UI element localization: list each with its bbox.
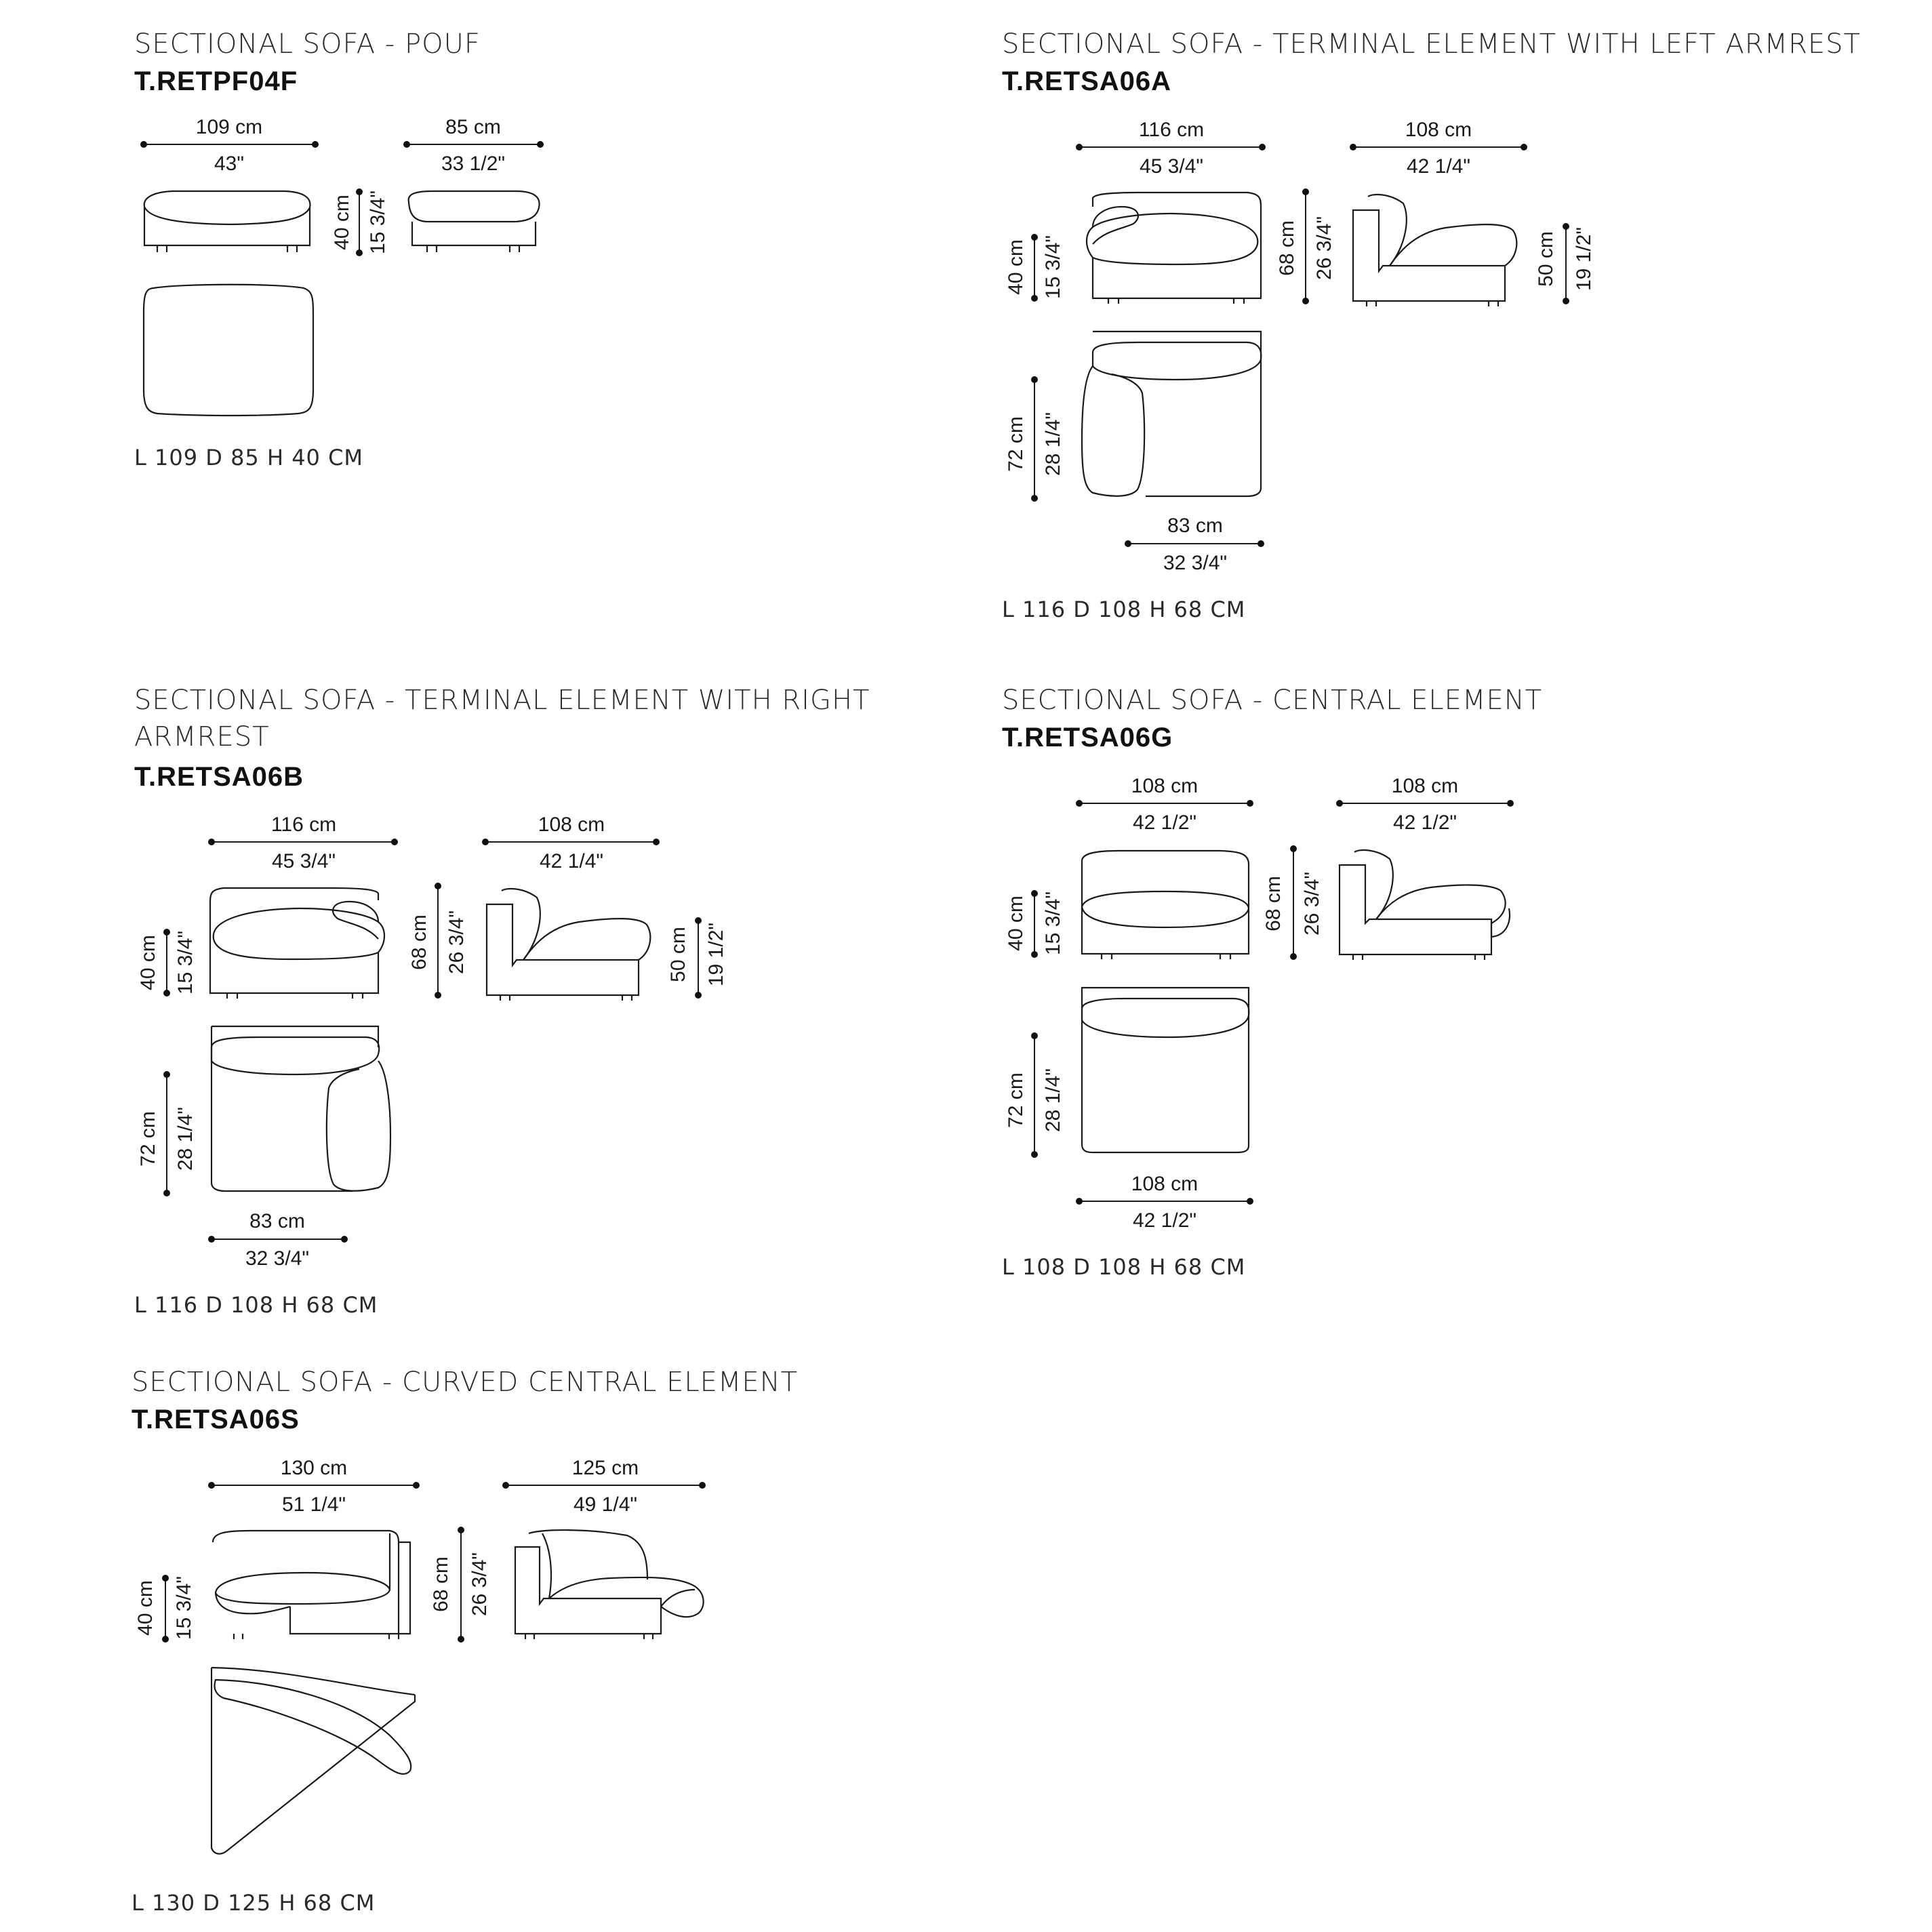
svg-text:40 cm: 40 cm [1005,895,1027,951]
pouf-front-width-dimension [140,116,319,175]
svg-text:42 1/2": 42 1/2" [1392,811,1457,834]
svg-text:68 cm: 68 cm [408,914,430,970]
right-armrest-title-line1: SECTIONAL SOFA - TERMINAL ELEMENT WITH RIGHT [134,685,870,716]
svg-text:72 cm: 72 cm [1005,416,1027,472]
pouf-plan-view [144,285,313,416]
svg-text:108 cm: 108 cm [1405,119,1472,141]
curved-code: T.RETSA06S [132,1405,300,1434]
central-front-view [1082,851,1249,959]
svg-text:116 cm: 116 cm [1138,119,1205,141]
left-armrest-title: SECTIONAL SOFA - TERMINAL ELEMENT WITH LEFT ARMREST [1002,28,1861,60]
svg-text:43": 43" [214,153,245,175]
svg-text:26 3/4": 26 3/4" [1313,216,1335,281]
central-plan-width-dimension [1076,1173,1253,1232]
left-armrest-plan-depth-dimension [1005,376,1064,502]
right-armrest-code: T.RETSA06B [134,762,304,792]
svg-text:45 3/4": 45 3/4" [1139,155,1204,178]
svg-text:68 cm: 68 cm [430,1556,452,1612]
left-armrest-arm-height-dimension [1535,223,1595,304]
right-armrest-plan-view [212,1026,390,1191]
svg-text:108 cm: 108 cm [1131,775,1199,797]
pouf-title: SECTIONAL SOFA - POUF [134,28,481,60]
left-armrest-height-dimension [1276,188,1335,304]
left-armrest-code: T.RETSA06A [1002,66,1172,96]
central-side-depth-dimension [1336,775,1514,834]
svg-text:15 3/4": 15 3/4" [1042,891,1064,956]
svg-text:26 3/4": 26 3/4" [468,1552,491,1617]
svg-text:85 cm: 85 cm [445,116,501,138]
central-summary: L 108 D 108 H 68 CM [1002,1254,1246,1280]
svg-text:26 3/4": 26 3/4" [1301,871,1323,936]
right-armrest-front-width-dimension [208,813,398,872]
svg-text:116 cm: 116 cm [270,813,337,836]
svg-text:33 1/2": 33 1/2" [441,153,506,175]
right-armrest-front-view [210,888,384,999]
svg-text:72 cm: 72 cm [137,1111,159,1167]
svg-text:28 1/4": 28 1/4" [1042,1068,1064,1133]
left-armrest-plan-view [1082,331,1261,496]
svg-text:32 3/4": 32 3/4" [1163,552,1228,574]
central-code: T.RETSA06G [1002,723,1173,752]
left-armrest-front-view [1087,193,1261,304]
svg-text:45 3/4": 45 3/4" [271,850,336,872]
right-armrest-side-view [487,889,650,1001]
right-armrest-seat-height-dimension [137,929,197,997]
pouf-summary: L 109 D 85 H 40 CM [134,445,364,470]
svg-text:42 1/4": 42 1/4" [1406,155,1471,178]
right-armrest-height-dimension [408,883,468,999]
svg-text:49 1/4": 49 1/4" [573,1493,638,1516]
svg-text:40 cm: 40 cm [134,1580,157,1636]
curved-seat-height-dimension [134,1575,195,1643]
central-plan-depth-dimension [1005,1032,1064,1158]
curved-front-width-dimension [208,1457,420,1516]
left-armrest-side-view [1353,195,1516,306]
central-height-dimension [1262,845,1323,960]
svg-text:19 1/2": 19 1/2" [1573,226,1595,291]
curved-front-view [213,1531,410,1639]
svg-text:28 1/4": 28 1/4" [1042,411,1064,477]
left-armrest-seat-height-dimension [1005,234,1064,302]
central-title: SECTIONAL SOFA - CENTRAL ELEMENT [1002,685,1543,716]
right-armrest-arm-height-dimension [667,917,727,999]
svg-text:32 3/4": 32 3/4" [245,1247,310,1270]
pouf-side-depth-dimension [403,116,544,175]
svg-text:40 cm: 40 cm [1005,239,1027,295]
curved-side-depth-dimension [502,1457,706,1516]
right-armrest-side-depth-dimension [482,813,660,872]
curved-side-view [515,1530,704,1639]
right-armrest-title-line2: ARMREST [134,721,270,752]
central-front-width-dimension [1076,775,1253,834]
central-side-view [1340,850,1510,960]
curved-height-dimension [430,1527,491,1643]
pouf-front-view [144,191,310,252]
svg-text:68 cm: 68 cm [1262,876,1285,931]
curved-title: SECTIONAL SOFA - CURVED CENTRAL ELEMENT [132,1367,799,1398]
svg-text:15 3/4": 15 3/4" [174,930,197,995]
svg-text:108 cm: 108 cm [538,813,605,836]
svg-text:42 1/2": 42 1/2" [1132,1209,1197,1232]
svg-text:83 cm: 83 cm [1167,515,1223,537]
svg-text:15 3/4": 15 3/4" [367,190,389,255]
svg-text:130 cm: 130 cm [280,1457,348,1479]
svg-text:15 3/4": 15 3/4" [1042,235,1064,300]
svg-text:108 cm: 108 cm [1131,1173,1199,1195]
svg-text:125 cm: 125 cm [571,1457,639,1479]
left-armrest-side-depth-dimension [1350,119,1527,178]
svg-text:50 cm: 50 cm [667,927,689,982]
svg-text:72 cm: 72 cm [1005,1072,1027,1128]
pouf-height-dimension [331,188,389,256]
curved-plan-view [212,1668,415,1854]
pouf-side-view [409,191,540,252]
svg-text:109 cm: 109 cm [195,116,263,138]
svg-text:68 cm: 68 cm [1276,220,1298,276]
svg-text:51 1/4": 51 1/4" [281,1493,346,1516]
left-armrest-summary: L 116 D 108 H 68 CM [1002,597,1246,622]
svg-text:40 cm: 40 cm [137,935,159,990]
left-armrest-front-width-dimension [1076,119,1266,178]
svg-text:50 cm: 50 cm [1535,231,1557,287]
svg-text:26 3/4": 26 3/4" [445,910,468,975]
left-armrest-plan-width-dimension [1125,515,1264,574]
svg-text:28 1/4": 28 1/4" [174,1106,197,1171]
svg-text:40 cm: 40 cm [331,195,353,250]
right-armrest-summary: L 116 D 108 H 68 CM [134,1292,378,1318]
right-armrest-plan-width-dimension [208,1210,348,1270]
central-plan-view [1082,988,1249,1152]
pouf-code: T.RETPF04F [134,66,298,96]
svg-text:42 1/2": 42 1/2" [1132,811,1197,834]
right-armrest-plan-depth-dimension [137,1071,197,1196]
svg-text:42 1/4": 42 1/4" [539,850,604,872]
svg-text:19 1/2": 19 1/2" [705,922,727,987]
svg-text:108 cm: 108 cm [1391,775,1459,797]
curved-summary: L 130 D 125 H 68 CM [132,1890,376,1916]
svg-text:83 cm: 83 cm [249,1210,305,1232]
central-seat-height-dimension [1005,890,1064,958]
svg-text:15 3/4": 15 3/4" [173,1575,195,1641]
